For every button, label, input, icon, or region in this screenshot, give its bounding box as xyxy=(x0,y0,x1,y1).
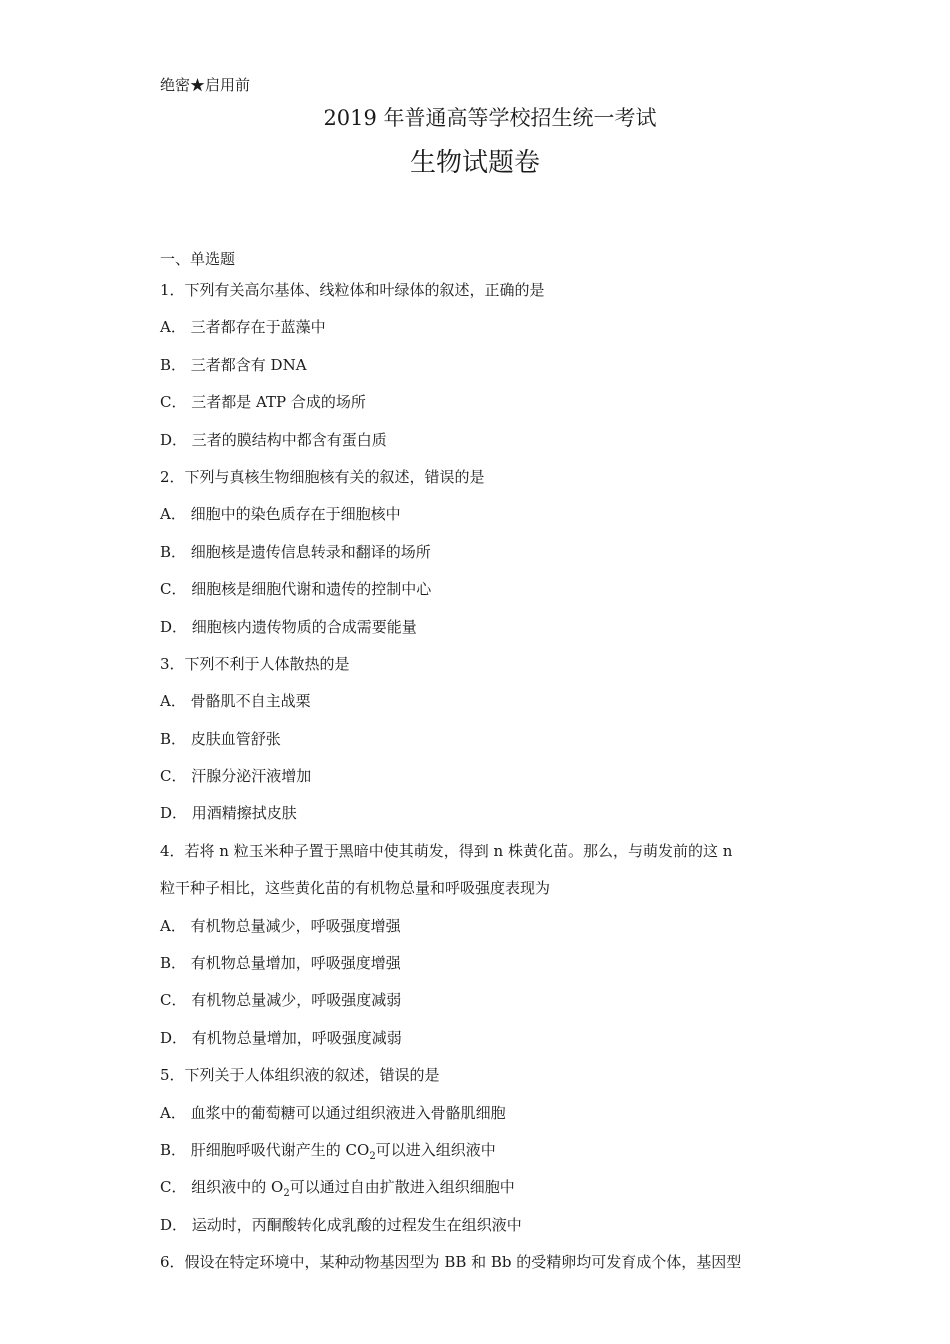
question-1-option-b: B． 三者都含有 DNA xyxy=(160,355,307,374)
question-3-option-a: A． 骨骼肌不自主战栗 xyxy=(160,692,311,711)
question-1-option-c: C． 三者都是 ATP 合成的场所 xyxy=(160,393,366,412)
exam-title: 2019 年普通高等学校招生统一考试 xyxy=(323,106,657,130)
question-1-option-d: D． 三者的膜结构中都含有蛋白质 xyxy=(160,430,387,449)
option-c-text-end: 可以通过自由扩散进入组织细胞中 xyxy=(289,1178,515,1197)
question-5-option-b xyxy=(160,1139,800,1161)
question-1-option-a: A． 三者都存在于蓝藻中 xyxy=(160,318,326,337)
question-4-option-b: B． 有机物总量增加，呼吸强度增强 xyxy=(160,954,401,973)
question-2-option-a: A． 细胞中的染色质存在于细胞核中 xyxy=(160,505,401,524)
question-4-option-a: A． 有机物总量减少，呼吸强度增强 xyxy=(160,916,401,935)
option-b-text-end: 可以进入组织液中 xyxy=(375,1140,496,1159)
confidential-mark: 绝密★启用前 xyxy=(160,76,251,94)
question-stem-4-continued: 粒干种子相比，这些黄化苗的有机物总量和呼吸强度表现为 xyxy=(160,879,551,898)
question-2-option-b: B． 细胞核是遗传信息转录和翻译的场所 xyxy=(160,542,431,561)
question-4-option-c: C． 有机物总量减少，呼吸强度减弱 xyxy=(160,991,402,1010)
question-5-option-c xyxy=(160,1176,800,1198)
question-4-option-d: D． 有机物总量增加，呼吸强度减弱 xyxy=(160,1028,402,1047)
section-heading: 一、单选题 xyxy=(160,250,236,268)
question-2-option-d: D． 细胞核内遗传物质的合成需要能量 xyxy=(160,617,417,636)
subscript: 2 xyxy=(283,1188,290,1200)
option-c-text: C． 组织液中的 O xyxy=(160,1178,284,1197)
question-3-option-d: D． 用酒精擦拭皮肤 xyxy=(160,804,297,823)
question-stem-6: 6．假设在特定环境中，某种动物基因型为 BB 和 Bb 的受精卵均可发育成个体，基因型 xyxy=(160,1253,742,1272)
option-b-text: B． 肝细胞呼吸代谢产生的 CO xyxy=(160,1140,370,1159)
question-stem-3: 3．下列不利于人体散热的是 xyxy=(160,654,350,673)
question-stem-5: 5．下列关于人体组织液的叙述，错误的是 xyxy=(160,1066,440,1085)
subject-title: 生物试题卷 xyxy=(409,148,540,178)
question-5-option-d: D． 运动时，丙酮酸转化成乳酸的过程发生在组织液中 xyxy=(160,1215,522,1234)
question-5-option-a: A． 血浆中的葡萄糖可以通过组织液进入骨骼肌细胞 xyxy=(160,1103,506,1122)
subscript: 2 xyxy=(369,1150,376,1162)
question-2-option-c: C． 细胞核是细胞代谢和遗传的控制中心 xyxy=(160,580,432,599)
question-3-option-c: C． 汗腺分泌汗液增加 xyxy=(160,767,312,786)
question-3-option-b: B． 皮肤血管舒张 xyxy=(160,729,281,748)
question-stem-2: 2．下列与真核生物细胞核有关的叙述，错误的是 xyxy=(160,467,485,486)
question-list xyxy=(160,248,800,1289)
question-stem-1: 1．下列有关高尔基体、线粒体和叶绿体的叙述，正确的是 xyxy=(160,281,545,299)
question-stem-4: 4．若将 n 粒玉米种子置于黑暗中使其萌发，得到 n 株黄化苗。那么，与萌发前的这 n xyxy=(160,841,733,860)
